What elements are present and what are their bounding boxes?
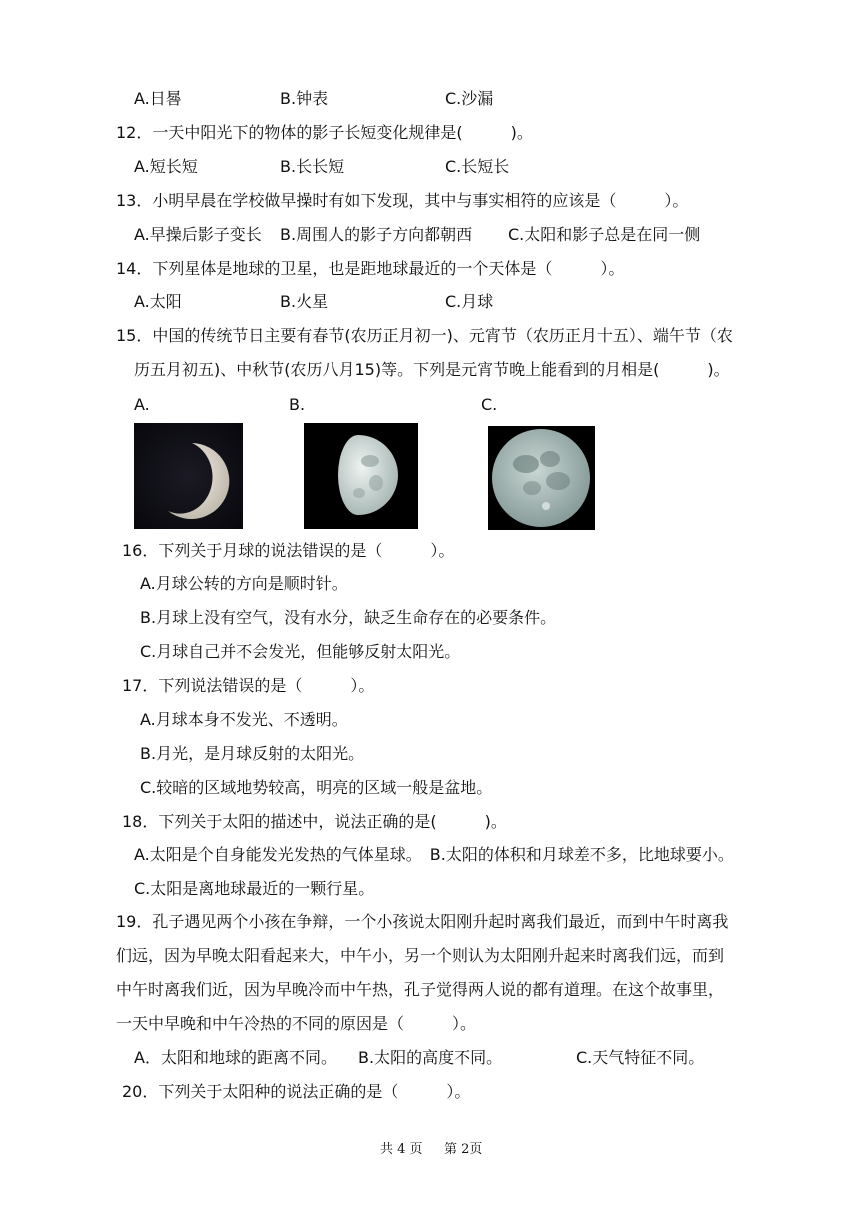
q16-option-a: A.月球公转的方向是顺时针。: [140, 574, 348, 593]
q18-options-ab: A.太阳是个自身能发光发热的气体星球。 B.太阳的体积和月球差不多，比地球要小。: [134, 845, 734, 864]
footer-page-number: 第 2页: [444, 1142, 483, 1157]
q14-option-b: B.火星: [280, 292, 329, 311]
full-moon-image: [488, 426, 595, 530]
q14-stem: 14．下列星体是地球的卫星，也是距地球最近的一个天体是（ ）。: [116, 259, 625, 278]
crescent-moon-image: [134, 423, 243, 529]
q13-option-b: B.周围人的影子方向都朝西: [280, 225, 473, 244]
q12-option-a: A.短长短: [134, 157, 198, 176]
q15-option-c: C.: [481, 395, 498, 414]
q14-option-a: A.太阳: [134, 292, 182, 311]
q13-option-a: A.早操后影子变长: [134, 225, 262, 244]
q15-stem-line2: 历五月初五)、中秋节(农历八月15)等。下列是元宵节晚上能看到的月相是( )。: [134, 360, 730, 379]
q12-option-c: C.长短长: [445, 157, 510, 176]
q11-option-b: B.钟表: [280, 89, 329, 108]
q13-option-c: C.太阳和影子总是在同一侧: [508, 225, 701, 244]
q12-option-b: B.长长短: [280, 157, 345, 176]
footer-total-pages: 共 4 页: [380, 1142, 423, 1157]
q16-stem: 16．下列关于月球的说法错误的是（ ）。: [122, 541, 455, 560]
q18-option-c: C.太阳是离地球最近的一颗行星。: [134, 879, 375, 898]
q20-stem: 20．下列关于太阳种的说法正确的是（ ）。: [122, 1082, 471, 1101]
q12-stem: 12．一天中阳光下的物体的影子长短变化规律是( )。: [116, 123, 533, 142]
gibbous-moon-image: [304, 423, 418, 529]
q19-stem-line4: 一天中早晚和中午冷热的不同的原因是（ ）。: [116, 1014, 477, 1033]
q18-stem: 18．下列关于太阳的描述中，说法正确的是( )。: [122, 812, 507, 831]
q17-option-c: C.较暗的区域地势较高，明亮的区域一般是盆地。: [140, 778, 493, 797]
q17-option-b: B.月光，是月球反射的太阳光。: [140, 744, 365, 763]
q19-stem-line2: 们远，因为早晚太阳看起来大，中午小，另一个则认为太阳刚升起来时离我们远，而到: [116, 946, 725, 965]
q15-stem-line1: 15．中国的传统节日主要有春节(农历正月初一)、元宵节（农历正月十五）、端午节（农: [116, 326, 733, 345]
q11-option-c: C.沙漏: [445, 89, 494, 108]
q19-option-b: B.太阳的高度不同。: [358, 1048, 503, 1067]
q19-stem-line1: 19．孔子遇见两个小孩在争辩，一个小孩说太阳刚升起时离我们最近，而到中午时离我: [116, 912, 729, 931]
q19-option-c: C.天气特征不同。: [576, 1048, 705, 1067]
q15-option-a: A.: [134, 395, 150, 414]
q11-option-a: A.日晷: [134, 89, 182, 108]
q19-stem-line3: 中午时离我们近，因为早晚冷而中午热，孔子觉得两人说的都有道理。在这个故事里，: [116, 980, 725, 999]
q19-option-a: A．太阳和地球的距离不同。: [134, 1048, 337, 1067]
q15-option-b: B.: [289, 395, 306, 414]
q17-stem: 17．下列说法错误的是（ ）。: [122, 676, 375, 695]
q16-option-c: C.月球自己并不会发光，但能够反射太阳光。: [140, 642, 461, 661]
q13-stem: 13．小明早晨在学校做早操时有如下发现，其中与事实相符的应该是（ ）。: [116, 191, 689, 210]
q16-option-b: B.月球上没有空气，没有水分，缺乏生命存在的必要条件。: [140, 608, 557, 627]
q14-option-c: C.月球: [445, 292, 494, 311]
q17-option-a: A.月球本身不发光、不透明。: [140, 710, 348, 729]
